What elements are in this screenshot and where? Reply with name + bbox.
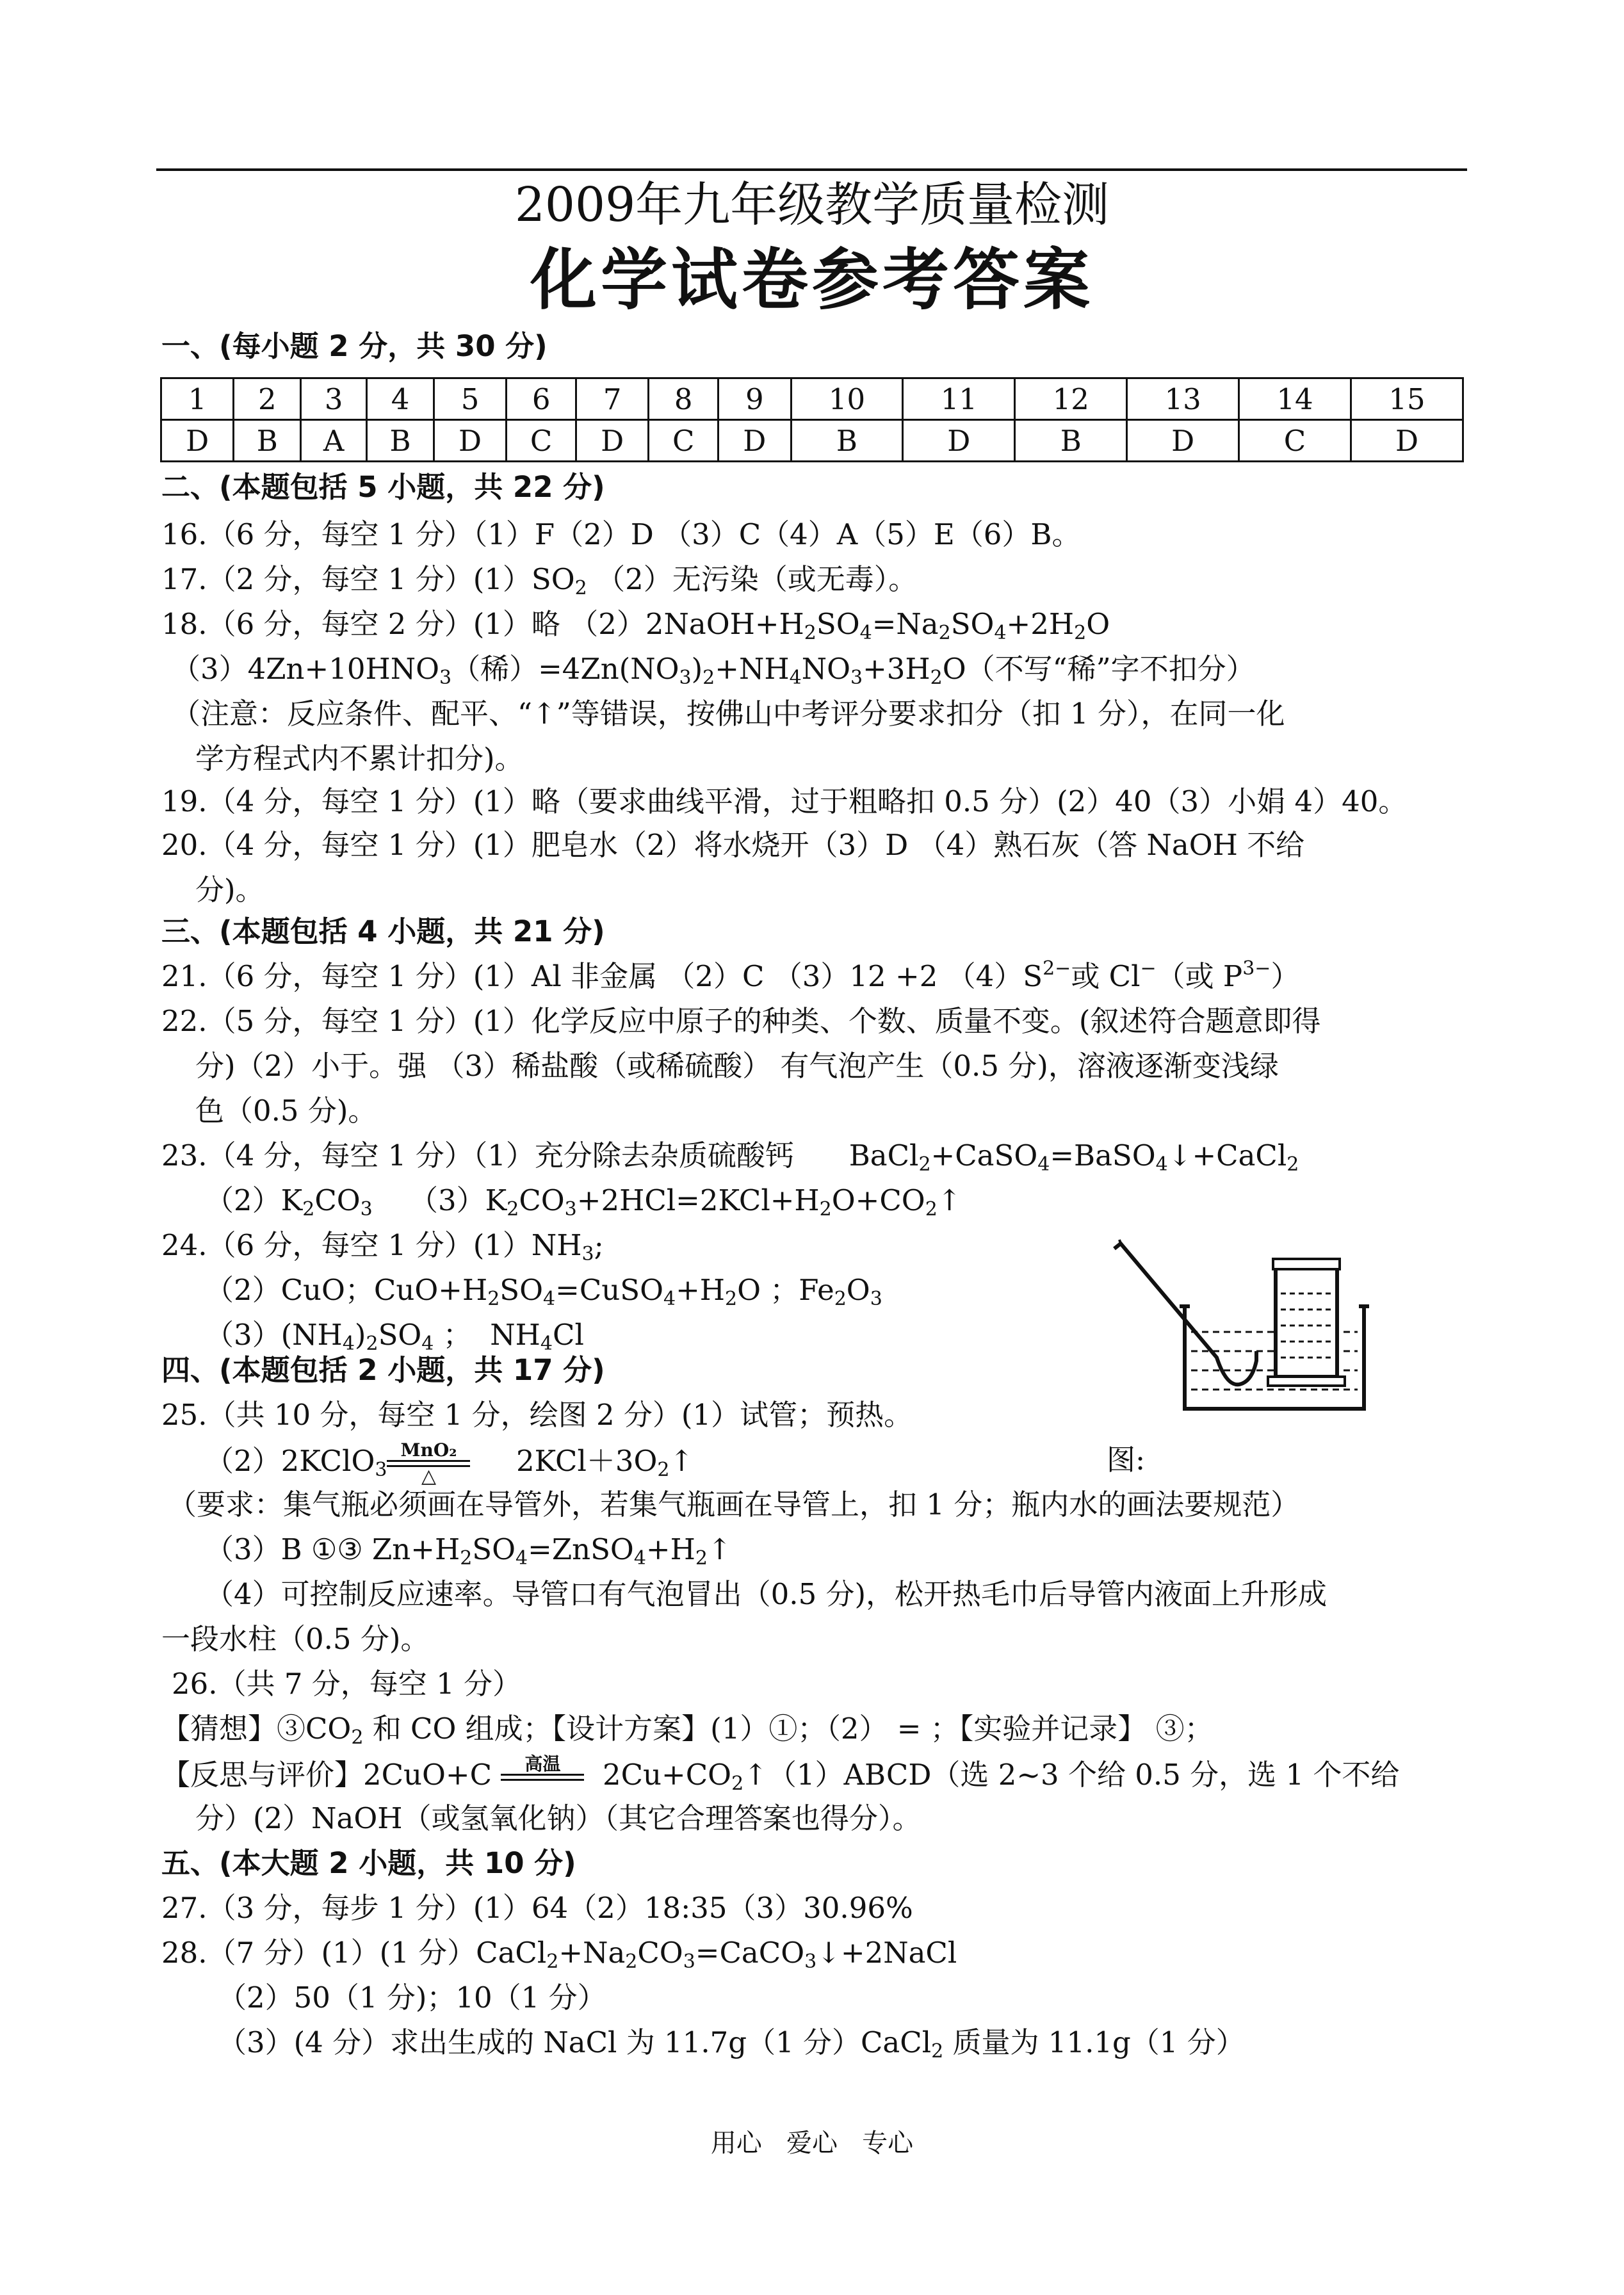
q16: 16.（6 分，每空 1 分）（1）F（2）D （3）C（4）A（5）E（6）B。 bbox=[161, 517, 1081, 551]
question-number-cell: 15 bbox=[1351, 378, 1463, 420]
question-number-cell: 1 bbox=[161, 378, 234, 420]
q25-line5: （4）可控制反应速率。导管口有气泡冒出（0.5 分)，松开热毛巾后导管内液面上升形成 bbox=[205, 1577, 1328, 1611]
q26-line3: 【反思与评价】2CuO+C 高温 $2Cu+CO_2↑(1)ABCD$（选 2~3 个给 0.5 分，选 1 个不给 bbox=[161, 1753, 1400, 1795]
q22-line2: 分)（2）小于。强 （3）稀盐酸（或稀硫酸） 有气泡产生（0.5 分)，溶液逐渐变浅绿 bbox=[195, 1049, 1279, 1083]
section3-heading: 三、(本题包括 4 小题，共 21 分) bbox=[161, 914, 605, 948]
q22-line1: 22.（5 分，每空 1 分）(1）化学反应中原子的种类、个数、质量不变。(叙述符合题意即得 bbox=[161, 1004, 1321, 1038]
answer-cell: D bbox=[1127, 420, 1239, 462]
q20-line2: 分)。 bbox=[195, 873, 264, 907]
q18-part3: $(3)4Zn+10HNO_3$（稀）$=4Zn(NO_3)_2+NH_4NO_3+3H_2O$（不写“稀”字不扣分） bbox=[172, 652, 1255, 689]
answer-cell: B bbox=[791, 420, 903, 462]
q18-note-line2: 学方程式内不累计扣分)。 bbox=[195, 742, 524, 775]
answer-table-answers bbox=[161, 420, 1463, 462]
answer-cell: D bbox=[903, 420, 1015, 462]
answer-cell: D bbox=[161, 420, 234, 462]
question-number-cell: 6 bbox=[507, 378, 576, 420]
q22-line3: 色（0.5 分)。 bbox=[195, 1094, 377, 1128]
question-number-cell: 9 bbox=[719, 378, 791, 420]
question-number-cell: 7 bbox=[576, 378, 648, 420]
figure-label: 图: bbox=[1107, 1443, 1146, 1477]
q23-line2: $(2)K_2CO_3$ $(3)K_2CO_3+2HCl=2KCl+H_2O+CO_2↑$ bbox=[205, 1183, 962, 1220]
q24-line2: （2）CuO；$CuO+H_2SO_4=CuSO_4+H_2O$ ；$Fe_2O_3$ bbox=[205, 1273, 882, 1310]
q18-note-line1: （注意：反应条件、配平、“↑”等错误，按佛山中考评分要求扣分（扣 1 分），在同一化 bbox=[172, 697, 1285, 731]
question-number-cell: 5 bbox=[434, 378, 506, 420]
answer-table bbox=[160, 377, 1464, 462]
q25-line1: 25.（共 10 分，每空 1 分，绘图 2 分）(1）试管；预热。 bbox=[161, 1398, 913, 1432]
question-number-cell: 4 bbox=[367, 378, 434, 420]
question-number-cell: 2 bbox=[234, 378, 301, 420]
q28-line2: （2）50（1 分)；10（1 分） bbox=[218, 1981, 606, 2015]
section5-heading: 五、(本大题 2 小题，共 10 分) bbox=[161, 1846, 576, 1880]
question-number-cell: 10 bbox=[791, 378, 903, 420]
answer-key-title: 化学试卷参考答案 bbox=[530, 241, 1094, 319]
q17: 17.（2 分，每空 1 分）$(1)SO_2$ （2）无污染（或无毒）。 bbox=[161, 562, 918, 599]
q26-line2: 【猜想】$③CO_2$ 和 CO 组成；【设计方案】(1）①；（2） = ；【实验并记录】 ③； bbox=[161, 1712, 1214, 1749]
q18: 18.（6 分，每空 2 分）(1）略 $(2)2NaOH+H_2SO_4=Na_2SO_4+2H_2O$ bbox=[161, 607, 1110, 644]
answer-cell: D bbox=[576, 420, 648, 462]
answer-cell: D bbox=[434, 420, 506, 462]
q23-line1: 23.（4 分，每空 1 分）（1）充分除去杂质硫酸钙 BaCl$_2$+CaSO$_4$=BaSO$_4$↓+CaCl$_2$ bbox=[161, 1139, 1299, 1176]
answer-cell: B bbox=[234, 420, 301, 462]
section1-heading: 一、(每小题 2 分，共 30 分) bbox=[161, 329, 548, 363]
q21: 21.（6 分，每空 1 分）(1）Al 非金属 （2）C （3）12 +2 $(4)S^{2-}$或 Cl−（或 $P^{3-}$） bbox=[161, 957, 1300, 993]
q24-line1: 24.（6 分，每空 1 分）$(1)NH_3$; bbox=[161, 1228, 604, 1265]
q26-line1: 26.（共 7 分，每空 1 分） bbox=[172, 1667, 522, 1701]
q28-line3: （3）(4 分）求出生成的 NaCl 为 11.7g（1 分）CaCl$_2$ 质量为 11.1g（1 分） bbox=[218, 2025, 1245, 2063]
section2-heading: 二、(本题包括 5 小题，共 22 分) bbox=[161, 470, 605, 504]
page-footer: 用心 爱心 专心 bbox=[710, 2129, 914, 2158]
question-number-cell: 13 bbox=[1127, 378, 1239, 420]
answer-cell: C bbox=[649, 420, 719, 462]
answer-cell: D bbox=[1351, 420, 1463, 462]
question-number-cell: 14 bbox=[1239, 378, 1351, 420]
q25-line6: 一段水柱（0.5 分)。 bbox=[161, 1622, 430, 1656]
exam-title: 2009年九年级教学质量检测 bbox=[514, 177, 1110, 232]
section4-heading: 四、(本题包括 2 小题，共 17 分) bbox=[161, 1353, 605, 1387]
answer-cell: D bbox=[719, 420, 791, 462]
question-number-cell: 8 bbox=[649, 378, 719, 420]
q19: 19.（4 分，每空 1 分）(1）略（要求曲线平滑，过于粗略扣 0.5 分）(2）40（3）小娟 4）40。 bbox=[161, 784, 1408, 818]
answer-cell: A bbox=[301, 420, 367, 462]
q20-line1: 20.（4 分，每空 1 分）(1）肥皂水（2）将水烧开（3）D （4）熟石灰（答 NaOH 不给 bbox=[161, 828, 1305, 862]
q25-requirement: （要求：集气瓶必须画在导管外，若集气瓶画在导管上，扣 1 分；瓶内水的画法要规范） bbox=[168, 1488, 1300, 1521]
question-number-cell: 3 bbox=[301, 378, 367, 420]
answer-cell: B bbox=[1015, 420, 1127, 462]
answer-cell: C bbox=[507, 420, 576, 462]
question-number-cell: 12 bbox=[1015, 378, 1127, 420]
q27: 27.（3 分，每步 1 分）(1）64（2）18:35（3）30.96% bbox=[161, 1891, 913, 1925]
question-number-cell: 11 bbox=[903, 378, 1015, 420]
q25-line2: （2）2KClO$_3$ MnO₂ △ $2KCl+3O_2↑$ bbox=[205, 1439, 694, 1488]
header-rule bbox=[156, 168, 1467, 171]
q28-line1: 28.（7 分）(1）(1 分）$CaCl_2+Na_2CO_3=CaCO_3↓+2NaCl$ bbox=[161, 1936, 957, 1973]
q24-line3: $(3)(NH_4)_2SO_4$ ； $NH_4Cl$ bbox=[205, 1318, 584, 1355]
answer-table-numbers bbox=[161, 378, 1463, 420]
answer-cell: C bbox=[1239, 420, 1351, 462]
gas-collection-figure bbox=[1108, 1236, 1428, 1428]
q26-line4: 分）(2）NaOH（或氢氧化钠）（其它合理答案也得分）。 bbox=[195, 1801, 922, 1835]
answer-cell: B bbox=[367, 420, 434, 462]
q25-line4: （3）B ①③ $Zn+H_2SO_4=ZnSO_4+H_2↑$ bbox=[205, 1532, 732, 1569]
